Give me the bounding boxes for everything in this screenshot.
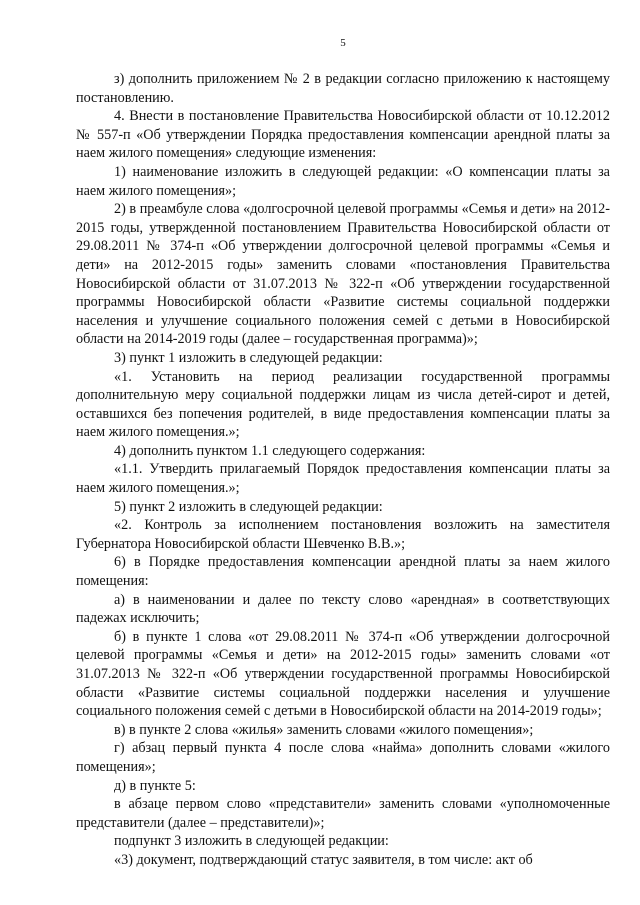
page-number: 5 — [340, 37, 346, 49]
paragraph: подпункт 3 изложить в следующей редакции: — [114, 833, 389, 850]
paragraph: г) абзац первый пункта 4 после слова «найма» дополнить словами «жилого помещения»; — [76, 740, 610, 775]
paragraph: 6) в Порядке предоставления компенсации арендной платы за наем жилого помещения: — [76, 554, 610, 590]
paragraph: «1. Установить на период реализации государственной программы дополнительную меру социальной поддержки лицам из числа детей-сирот и детей, оставшихся без попечения родителей, в виде предоставления компенсации платы за наем жилого помещения.»; — [76, 368, 610, 441]
paragraph: б) в пункте 1 слова «от 29.08.2011 № 374-п «Об утверждении долгосрочной целевой программы «Семья и дети» на 2012-2015 годы» заменить словами «от 31.07.2013 № 322-п «Об утверждении государственной программы Новосибирской области «Развитие системы социальной поддержки населения и улучшение социального положения семей с детьми в Новосибирской области на 2014-2019 годы»; — [76, 628, 610, 720]
paragraph: «3) документ, подтверждающий статус заявителя, в том числе: акт об — [114, 851, 533, 868]
paragraph: «2. Контроль за исполнением постановления возложить на заместителя Губернатора Новосибирской области Шевченко В.В.»; — [76, 517, 610, 552]
paragraph: а) в наименовании и далее по тексту слово «арендная» в соответствующих падежах исключить; — [76, 591, 610, 627]
paragraph: в абзаце первом слово «представители» заменить словами «уполномоченные представители (далее – представители)»; — [76, 796, 610, 831]
paragraph: 4) дополнить пунктом 1.1 следующего содержания: — [114, 442, 426, 459]
paragraph: д) в пункте 5: — [114, 777, 196, 794]
paragraph: 2) в преамбуле слова «долгосрочной целевой программы «Семья и дети» на 2012-2015 годы, утвержденной постановлением Правительства Новосибирской области от 29.08.2011 № 374-п «Об утверждении долгосрочной целевой программы «Семья и дети» на 2012-2015 годы» заменить словами «постановления Правительства Новосибирской области от 31.07.2013 № 322-п «Об утверждении государственной программы Новосибирской области «Развитие системы социальной поддержки населения и улучшение социального положения семей с детьми в Новосибирской области на 2014-2019 годы (далее – государственная программа)»; — [76, 201, 610, 348]
document-body — [76, 70, 610, 870]
paragraph: з) дополнить приложением № 2 в редакции согласно приложению к настоящему постановлению. — [76, 71, 610, 106]
paragraph: 4. Внести в постановление Правительства Новосибирской области от 10.12.2012 № 557-п «Об утверждении Порядка предоставления компенсации арендной платы за наем жилого помещения» следующие изменения: — [76, 108, 610, 162]
paragraph: 5) пункт 2 изложить в следующей редакции: — [114, 498, 383, 515]
paragraph: 3) пункт 1 изложить в следующей редакции: — [114, 349, 383, 366]
paragraph: «1.1. Утвердить прилагаемый Порядок предоставления компенсации платы за наем жилого помещения.»; — [76, 461, 610, 497]
paragraph: в) в пункте 2 слова «жилья» заменить словами «жилого помещения»; — [114, 721, 534, 738]
paragraph: 1) наименование изложить в следующей редакции: «О компенсации платы за наем жилого помещения»; — [76, 163, 610, 199]
